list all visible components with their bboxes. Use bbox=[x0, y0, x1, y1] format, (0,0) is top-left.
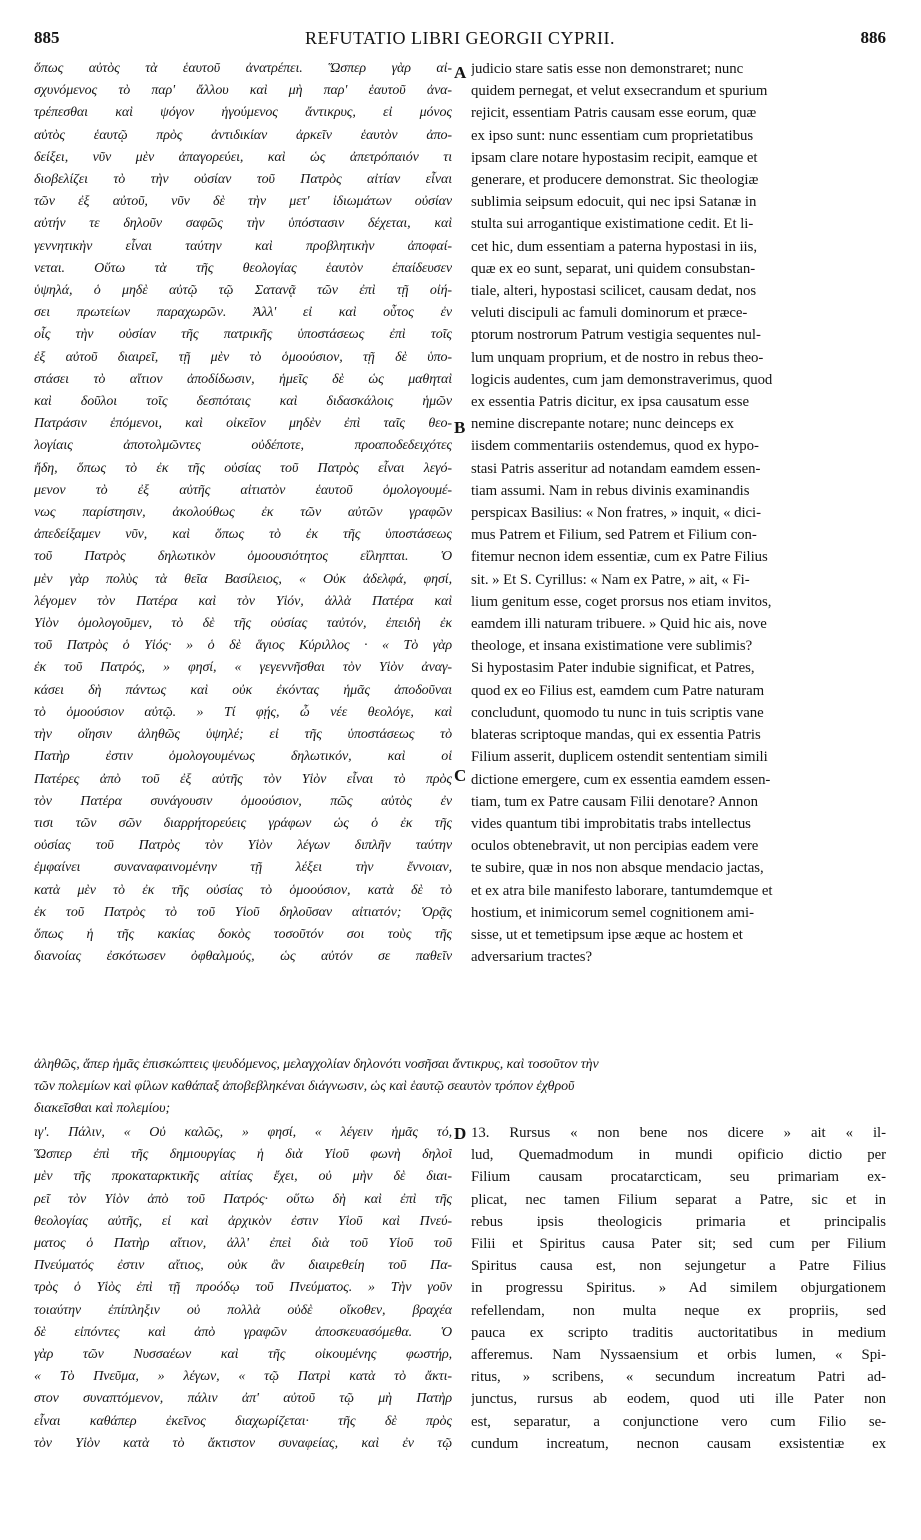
text-line: quidem pernegat, et velut exsecrandum et spurium bbox=[471, 83, 768, 100]
text-line: ἐξ αὐτοῦ διαιρεῖ, τῇ μὲν τὸ ὁμοούσιον, τῇ δὲ ὑπο- bbox=[34, 349, 452, 365]
text-line: sisse, ut et temetipsum ipse æque ac hostem et bbox=[471, 926, 743, 943]
text-line: Πνεύματός ἐστιν αἴτιος, οὐκ ἂν διαιρεθείη τοῦ Πα- bbox=[34, 1258, 452, 1274]
text-line: junctus, rursus ab eodem, quod uti ille Pater non bbox=[471, 1391, 886, 1408]
section-marker-a: A bbox=[454, 63, 467, 82]
text-line: ipsam clare notare hypostasim recipit, eamque et bbox=[471, 149, 758, 166]
text-line: stasi Patris asseritur ad notandam eamdem essen- bbox=[471, 460, 761, 477]
text-line: lud, Quemadmodum in mundi opificio dictio per bbox=[471, 1147, 886, 1164]
text-line: ἀληθῶς, ἅπερ ἡμᾶς ἐπισκώπτεις ψευδόμενος, μελαγχολίαν δηλονότι νοσῆσαι ἄντικρυς, καὶ τοσοῦτον τὴν bbox=[34, 1057, 599, 1072]
text-line: σχυνόμενος τὸ παρ' ἄλλου καὶ μὴ παρ' ἑαυτοῦ ἀνα- bbox=[34, 83, 452, 99]
section-marker-c: C bbox=[454, 766, 467, 785]
text-line: afferemus. Nam Nyssaensium et orbis lumen, « Spi- bbox=[471, 1347, 886, 1364]
text-line: sublimia seipsum edocuit, qui nec ipsi Satanæ in bbox=[471, 194, 757, 211]
text-line: quæ ex eo sunt, separat, uni quidem consubstan- bbox=[471, 260, 756, 277]
text-line: blateras scriptoque mandas, qui ex essentia Patris bbox=[471, 727, 761, 744]
text-line: ρεῖ τὸν Υἱὸν ἀπὸ τοῦ Πατρός· οὕτω δὴ καὶ ἐπὶ τῆς bbox=[34, 1191, 452, 1207]
text-line: hostium, et inimicorum semel cognitionem ami- bbox=[471, 904, 754, 921]
text-line: ἐκ τοῦ Πατρὸς τὸ τοῦ Υἱοῦ δηλοῦσαν αἰτιατόν; Ὁρᾷς bbox=[34, 904, 452, 920]
text-line: ptorum nostrorum Patrum vestigia sequentes nul- bbox=[471, 327, 761, 344]
latin-column-top bbox=[471, 58, 886, 968]
text-line: Filium asserit, duplicem ostendit sententiam simili bbox=[471, 749, 768, 766]
page-number-right: 886 bbox=[860, 28, 886, 47]
text-line: rebus ipsis theologicis primaria et principalis bbox=[471, 1213, 886, 1230]
text-line: δείξει, νῦν μὲν ἀπαγορεύει, καὶ ὡς ἀπετρόπαιόν τι bbox=[34, 149, 452, 165]
text-line: 13. Rursus « non bene nos dicere » ait « il- bbox=[471, 1125, 886, 1141]
text-line: σει πρωτείων παραχωρῶν. Ἀλλ' εἰ καὶ οὗτος ἐν bbox=[34, 305, 452, 321]
text-line: ritus, » scribens, « secundum increatum Patri ad- bbox=[471, 1369, 886, 1386]
text-line: judicio stare satis esse non demonstraret; nunc bbox=[471, 61, 744, 77]
text-line: eamdem illi naturam tribuere. » Quid hic ais, nove bbox=[471, 616, 767, 633]
text-line: κάσει δὴ πάντως καὶ οὐκ ἐκόντας ἡμᾶς ἀποδοῦναι bbox=[34, 682, 452, 698]
text-line: ἀπεδείξαμεν νῦν, καὶ ὅπως τὸ ἐκ τῆς ὑποστάσεως bbox=[34, 527, 452, 543]
text-line: τοιαύτην ἐπίπληξιν οὐ πολλὰ οὐδὲ οἴκοθεν, βραχέα bbox=[34, 1302, 452, 1318]
text-line: γεννητικὴν εἶναι ταύτην καὶ προβλητικὴν ἀποφαί- bbox=[34, 238, 452, 254]
text-line: Πατὴρ ἐστιν ὁμολογουμένως δηλωτικόν, καὶ οἱ bbox=[34, 749, 452, 765]
section-marker-b: B bbox=[454, 418, 466, 437]
text-line: αὐτὸς ἑαυτῷ πρὸς ἀντιδικίαν ἀρκεῖν ἑαυτὸν ἀπο- bbox=[34, 127, 452, 143]
text-line: adversarium tractes? bbox=[471, 949, 593, 966]
text-line: λογίαις ἀποτολμῶντες οὐδέποτε, προαποδεδειχότες bbox=[34, 438, 452, 454]
text-line: rejicit, essentiam Patris causam esse eorum, quæ bbox=[471, 105, 757, 122]
text-line: στον συναπτόμενον, πάλιν ἀπ' αὐτοῦ τῷ μὴ Πατὴρ bbox=[34, 1391, 452, 1407]
text-line: νεται. Οὕτω τὰ τῆς θεολογίας ἑαυτὸν ἐπαίδευσεν bbox=[34, 260, 452, 276]
text-line: τὴν οἴησιν ἀληθῶς ὑψηλέ; εἰ τῆς ὑποστάσεως τὸ bbox=[34, 727, 452, 743]
latin-column-bottom bbox=[471, 1122, 886, 1455]
text-line: est, separatur, a conjunctione vero cum Filio se- bbox=[471, 1413, 886, 1430]
text-line: tiam, tum ex Patre causam Filii denotare? Annon bbox=[471, 793, 758, 810]
text-line: in progressu Spiritus. » Ad similem objurgationem bbox=[471, 1280, 886, 1297]
text-line: Πατέρες ἀπὸ τοῦ ἐξ αὐτῆς τὸν Υἱὸν εἶναι τὸ πρὸς bbox=[34, 771, 452, 787]
text-line: concludunt, quomodo tu nunc in tuis scriptis vane bbox=[471, 704, 764, 721]
text-line: τὸν Πατέρα συνάγουσιν ὁμοούσιον, πῶς αὐτὸς ἐν bbox=[34, 793, 452, 809]
text-line: Filium causam procatarcticam, seu primariam ex- bbox=[471, 1169, 886, 1186]
text-line: ματος ὁ Πατὴρ αἴτιον, ἀλλ' ἐπεὶ διὰ τοῦ Υἱοῦ τοῦ bbox=[34, 1236, 452, 1252]
text-line: δὲ εἰπόντες καὶ ἀπὸ γραφῶν ἀποσκευασόμεθα. Ὁ bbox=[34, 1324, 452, 1340]
text-line: Πατράσιν ἑπόμενοι, καὶ οἰκεῖον μηδὲν ἐπὶ ταῖς θεο- bbox=[34, 416, 452, 432]
text-line: mus Patrem et Filium, sed Patrem et Filium con- bbox=[471, 527, 757, 544]
text-line: Υἱὸν ὁμολογοῦμεν, τὸ δὲ τῆς οὐσίας ταὐτόν, ἐπειδὴ ἐκ bbox=[34, 616, 452, 632]
text-line: τοῦ Πατρὸς δηλωτικὸν ὁμοουσιότητος εἴληπται. Ὁ bbox=[34, 549, 452, 565]
text-line: ἐμφαίνει συναναφαινομένην τῇ λέξει τὴν ἔννοιαν, bbox=[34, 860, 452, 876]
text-line: logicis audentes, cum jam demonstraverimus, quod bbox=[471, 371, 773, 388]
text-line: ὑψηλά, ὁ μηδὲ αὐτῷ τῷ Σατανᾷ τῶν ἐπὶ τῇ οἰή- bbox=[34, 283, 452, 299]
text-line: Si hypostasim Pater indubie significat, et Patres, bbox=[471, 660, 755, 677]
text-line: νως παρίστησιν, ἀκολούθως ἐκ τῶν αὐτῶν γραφῶν bbox=[34, 505, 452, 521]
text-line: οὐσίας τοῦ Πατρὸς τὸν Υἱὸν λέγων διπλῆν ταύτην bbox=[34, 838, 452, 854]
text-line: veluti discipuli ac famuli dominorum et præce- bbox=[471, 305, 748, 322]
text-line: lium genitum esse, coget prorsus nos etiam invitos, bbox=[471, 593, 772, 610]
text-line: ὅπως αὐτὸς τὰ ἑαυτοῦ ἀνατρέπει. Ὥσπερ γὰρ αἰ- bbox=[34, 61, 452, 76]
text-line: ex essentia Patris dicitur, ex ipsa causatum esse bbox=[471, 394, 750, 411]
text-line: te subire, quæ in nos non absque mendacio jactas, bbox=[471, 860, 764, 877]
text-line: « Τὸ Πνεῦμα, » λέγων, « τῷ Πατρὶ κατὰ τὸ ἄκτι- bbox=[34, 1369, 452, 1385]
text-line: διοβελίζει τὸ τὴν οὐσίαν τοῦ Πατρὸς αἰτίαν εἶναι bbox=[34, 172, 452, 188]
page-header bbox=[34, 28, 886, 52]
text-line: καὶ δοῦλοι τοῖς δεσπόταις καὶ διδασκάλοις ἡμῶν bbox=[34, 394, 452, 410]
greek-full-width-block bbox=[34, 1054, 886, 1121]
text-line: τοῦ Πατρὸς ὁ Υἱός· » ὁ δὲ ἅγιος Κύριλλος · « Τὸ γὰρ bbox=[34, 638, 452, 654]
text-line: τὸν Υἱὸν κατὰ τὸ ἄκτιστον συναφείας, καὶ ἐν τῷ bbox=[34, 1435, 452, 1451]
text-line: et ex atra bile manifesto laborare, tantumdemque et bbox=[471, 882, 773, 899]
text-line: Ὥσπερ ἐπὶ τῆς δημιουργίας ἡ διὰ Υἱοῦ φωνὴ δηλοῖ bbox=[34, 1147, 452, 1163]
text-line: οἷς τὴν οὐσίαν τῆς πατρικῆς ὑποστάσεως ἐπὶ τοῖς bbox=[34, 327, 452, 343]
text-line: Spiritus causa est, non sejungetur a Patre Filius bbox=[471, 1258, 886, 1275]
text-line: theologe, et insana existimatione vere sublimis? bbox=[471, 638, 753, 655]
text-line: perspicax Basilius: « Non fratres, » inquit, « dici- bbox=[471, 505, 761, 522]
text-line: τρὸς ὁ Υἱὸς ἐπὶ τῇ προόδῳ τοῦ Πνεύματος. » Τὴν γοῦν bbox=[34, 1280, 452, 1296]
text-line: sit. » Et S. Cyrillus: « Nam ex Patre, » ait, « Fi- bbox=[471, 571, 750, 588]
greek-column-bottom bbox=[34, 1122, 452, 1455]
text-line: μὲν γὰρ πολὺς τὰ θεῖα Βασίλειος, « Οὐκ ἀδελφά, φησί, bbox=[34, 571, 452, 587]
text-line: Filii et Spiritus causa Pater sit; sed cum per Filium bbox=[471, 1236, 886, 1253]
text-line: nemine discrepante notare; nunc deinceps ex bbox=[471, 416, 734, 433]
text-line: stulta sui arrogantique existimatione cedit. Et li- bbox=[471, 216, 754, 233]
text-line: plicat, nec tamen Filium separat a Patre, sic et in bbox=[471, 1191, 886, 1208]
text-line: τὸ ὁμοούσιον αὐτῷ. » Τί φῄς, ὦ νέε θεολόγε, καὶ bbox=[34, 704, 452, 720]
greek-column-top bbox=[34, 58, 452, 968]
text-line: τρέπεσθαι καὶ ψόγον ἡγούμενος ἄντικρυς, εἰ μόνος bbox=[34, 105, 452, 121]
text-line: cundum increatum, necnon causam exsistentiæ ex bbox=[471, 1435, 886, 1452]
text-line: oculos obtenebravit, ut non percipias eadem vere bbox=[471, 838, 759, 855]
text-line: iisdem commentariis ostendemus, quod ex hypo- bbox=[471, 438, 759, 455]
text-line: ὅπως ἡ τῆς κακίας δοκὸς τοσοῦτόν σοι τοὺς τῆς bbox=[34, 926, 452, 942]
text-line: διανοίας ἐσκότωσεν ὀφθαλμούς, ὡς αὐτόν σε παθεῖν bbox=[34, 949, 452, 965]
text-line: pauca ex scripto traditis auctoritatibus in medium bbox=[471, 1324, 886, 1341]
text-line: quod ex eo Filius est, eamdem cum Patre naturam bbox=[471, 682, 765, 699]
text-line: vides quantum tibi improbitatis trabs intellectus bbox=[471, 815, 751, 832]
text-line: θεολογίας αὐτῆς, εἰ καὶ ἀρχικὸν ἐστιν Υἱοῦ καὶ Πνεύ- bbox=[34, 1213, 452, 1229]
text-line: αὐτήν τε δηλοῦν σαφῶς τὴν ὑπόστασιν δέχεται, καὶ bbox=[34, 216, 452, 232]
text-line: tiale, alteri, hypostasi scilicet, causam dedat, nos bbox=[471, 283, 757, 300]
text-line: cet hic, dum essentiam a paterna hypostasi in iis, bbox=[471, 238, 757, 255]
running-title: REFUTATIO LIBRI GEORGII CYPRII. bbox=[304, 28, 616, 48]
text-line: κατὰ μὲν τὸ ἐκ τῆς οὐσίας τὸ ὁμοούσιον, κατὰ δὲ τὸ bbox=[34, 882, 452, 898]
text-line: μὲν τῆς προκαταρκτικῆς αἰτίας ἔχει, οὐ μὴν δὲ διαι- bbox=[34, 1169, 452, 1185]
text-line: ἤδη, ὅπως τὸ ἐκ τῆς οὐσίας τοῦ Πατρὸς εἶναι λεγό- bbox=[34, 460, 452, 476]
text-line: refellendam, non multa neque ex propriis, sed bbox=[471, 1302, 886, 1319]
text-line: generare, et producere demonstrat. Sic theologiæ bbox=[471, 172, 759, 189]
text-line: tiam assumi. Nam in rebus divinis examinandis bbox=[471, 482, 750, 499]
page-number-left: 885 bbox=[34, 28, 60, 47]
text-line: ιγ'. Πάλιν, « Οὐ καλῶς, » φησί, « λέγειν ἡμᾶς τό, bbox=[34, 1125, 452, 1140]
text-line: μενον τὸ ἐξ αὐτῆς αἰτιατὸν ἑαυτοῦ ὁμολογουμέ- bbox=[34, 482, 452, 498]
text-line: λέγομεν τὸν Πατέρα καὶ τὸν Υἱόν, ἀλλὰ Πατέρα καὶ bbox=[34, 593, 452, 609]
text-line: lum unquam proprium, et de nostro in rebus theo- bbox=[471, 349, 764, 366]
text-line: fitemur necnon idem essentiæ, cum ex Patre Filius bbox=[471, 549, 768, 566]
text-line: στάσει τὸ αἴτιον ἀποδίδωσιν, ἡμεῖς δὲ ὡς μαθηταὶ bbox=[34, 371, 452, 387]
text-line: εἶναι καθάπερ ἐκεῖνος διαχωρίζεται· τῆς δὲ πρὸς bbox=[34, 1413, 452, 1429]
text-line: τισι τῶν σῶν διαρρήτορεύεις γράφων ὡς ὁ ἐκ τῆς bbox=[34, 815, 452, 831]
text-line: τῶν πολεμίων καὶ φίλων καθάπαξ ἀποβεβληκέναι διάγνωσιν, ὡς καὶ ἑαυτῷ σεαυτὸν τρόπον ἐχθροῦ bbox=[34, 1079, 575, 1095]
text-line: ex ipso sunt: nunc essentiam cum proprietatibus bbox=[471, 127, 754, 144]
text-line: dictione emergere, cum ex essentia eamdem essen- bbox=[471, 771, 771, 788]
text-line: γὰρ τῶν Νυσσαέων καὶ τῆς οἰκουμένης φωστήρ, bbox=[34, 1347, 452, 1363]
text-line: τῶν ἐξ αὐτοῦ, νῦν δὲ τὴν μετ' ἰδιωμάτων οὐσίαν bbox=[34, 194, 452, 210]
text-line: διακεῖσθαι καὶ πολεμίου; bbox=[34, 1101, 171, 1117]
section-marker-d: D bbox=[454, 1124, 467, 1143]
text-line: ἐκ τοῦ Πατρός, » φησί, « γεγεννῆσθαι τὸν Υἱὸν ἀναγ- bbox=[34, 660, 452, 676]
